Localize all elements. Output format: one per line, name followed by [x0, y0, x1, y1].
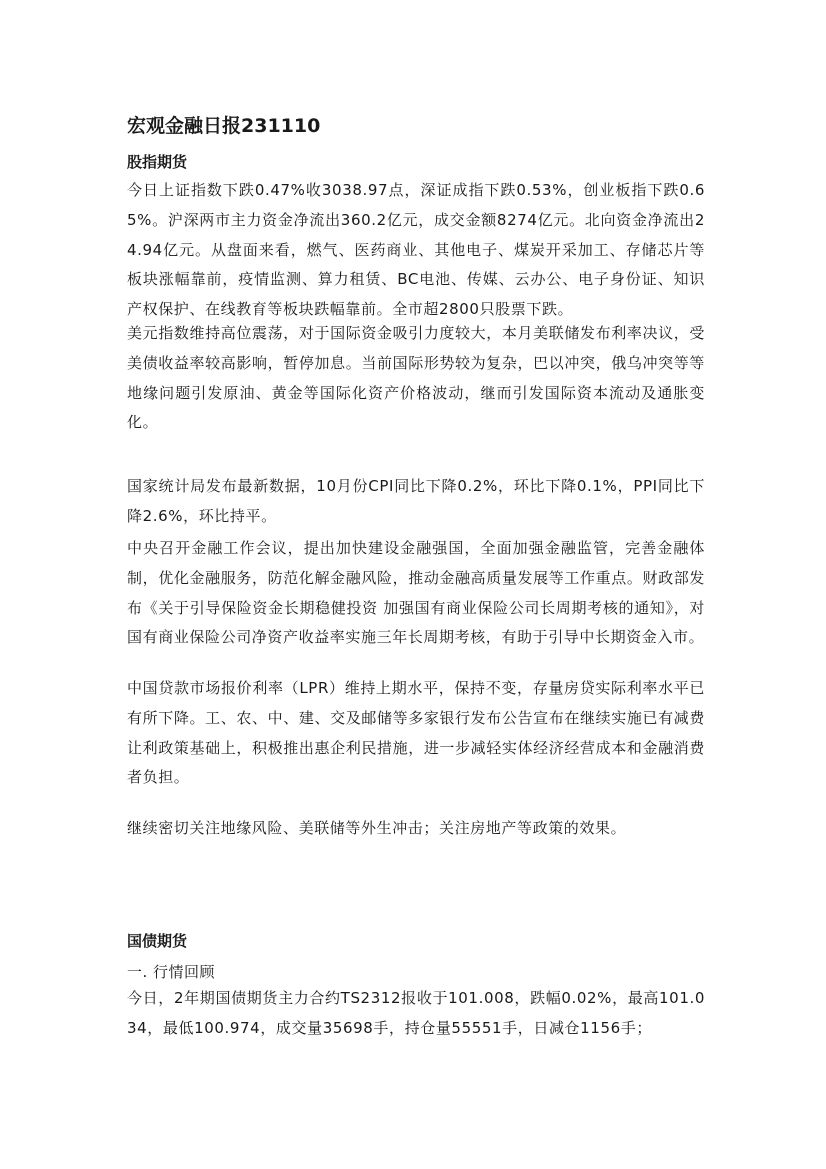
paragraph-market-summary: 今日上证指数下跌0.47%收3038.97点，深证成指下跌0.53%，创业板指下跌0.65%。沪深两市主力资金净流出360.2亿元，成交金额8274亿元。北向资金净流出24.94亿元。从盘面来看，燃气、医药商业、其他电子、煤炭开采加工、存储芯片等板块涨幅靠前，疫情监测、算力租赁、BC电池、传媒、云办公、电子身份证、知识产权保护、在线教育等板块跌幅靠前。全市超2800只股票下跌。 [127, 181, 705, 319]
paragraph-lpr: 中国贷款市场报价利率（LPR）维持上期水平，保持不变，存量房贷实际利率水平已有所下降。工、农、中、建、交及邮储等多家银行发布公告宣布在继续实施已有减费让利政策基础上，积极推出惠企利民措施，进一步减轻实体经济经营成本和金融消费者负担。 [127, 679, 705, 787]
subheading-market-review: 一. 行情回顾 [127, 963, 216, 981]
paragraph-ts2312-review: 今日，2年期国债期货主力合约TS2312报收于101.008，跌幅0.02%，最高101.034，最低100.974，成交量35698手，持仓量55551手，日减仓1156手； [127, 989, 705, 1037]
paragraph-financial-work-conference: 中央召开金融工作会议，提出加快建设金融强国，全面加强金融监管，完善金融体制，优化金融服务，防范化解金融风险，推动金融高质量发展等工作重点。财政部发布《关于引导保险资金长期稳健投资 加强国有商业保险公司长周期考核的通知》，对国有商业保险公司净资产收益率实施三年长周期考核，有助于引导中长期资金入市。 [127, 539, 705, 647]
section-heading-treasury-futures: 国债期货 [127, 932, 188, 950]
paragraph-outlook: 继续密切关注地缘风险、美联储等外生冲击；关注房地产等政策的效果。 [127, 819, 627, 837]
section-heading-stock-index-futures: 股指期货 [127, 153, 188, 171]
document-title: 宏观金融日报231110 [127, 115, 321, 137]
paragraph-us-dollar-geopolitics: 美元指数维持高位震荡，对于国际资金吸引力度较大，本月美联储发布利率决议，受美债收益率较高影响，暂停加息。当前国际形势较为复杂，巴以冲突，俄乌冲突等等地缘问题引发原油、黄金等国际化资产价格波动，继而引发国际资本流动及通胀变化。 [127, 324, 705, 432]
paragraph-cpi-ppi: 国家统计局发布最新数据，10月份CPI同比下降0.2%，环比下降0.1%，PPI同比下降2.6%，环比持平。 [127, 477, 705, 525]
